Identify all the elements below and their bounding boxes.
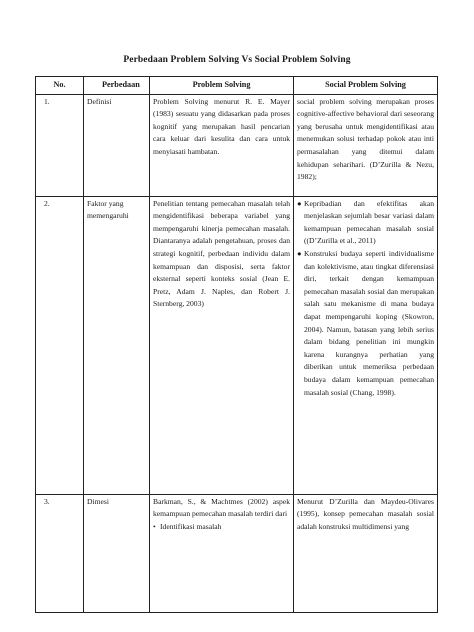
bullet-text: Konstruksi budaya seperti individualisme dan kolektivisme, atau tingkat diferensiasi diri, terkait dengan kemampuan pemecahan masalah sosial dan merupakan salah satu mekanisme di mana budaya dapat mempengaruhi koping (Skowron, 2004). Namun, batasan yang lebih serius dalam bidang penelitian ini mungkin karena kurangnya perhatian yang diberikan untuk memeriksa perbedaan budaya dalam kemampuan pemecahan masalah sosial (Chang, 1998). [304, 248, 434, 397]
bullet-icon: ● [297, 198, 302, 208]
header-social-problem-solving: Social Problem Solving [294, 77, 438, 95]
row-aspect: Definisi [84, 94, 150, 196]
table-row [36, 94, 438, 196]
social-problem-solving-cell: Menurut D’Zurilla dan Maydeu-Olivares (1995), konsep pemecahan masalah sosial adalah konstruksi multidimensi yang [294, 494, 438, 612]
header-problem-solving: Problem Solving [150, 77, 294, 95]
problem-solving-cell [150, 494, 294, 612]
row-number: 1. [36, 94, 84, 196]
table-row [36, 196, 438, 494]
bullet-icon: ● [297, 248, 302, 258]
bullet-icon: • [153, 521, 156, 531]
header-no: No. [36, 77, 84, 95]
row-aspect: Dimesi [84, 494, 150, 612]
table-row [36, 494, 438, 612]
problem-solving-cell: Problem Solving menurut R. E. Mayer (1983) sesuatu yang didasarkan pada proses kognitif yang merupakan hasil pencarian cara keluar dari kesulita dan cara untuk menyiasati hambatan. [150, 94, 294, 196]
problem-solving-cell: Penelitian tentang pemecahan masalah telah mengidentifikasi beberapa variabel yang mempengaruhi kinerja pemecahan masalah. Diantaranya adalah pengetahuan, proses dan strategi kognitif, perbedaan individu dalam kemampuan dan disposisi, serta faktor eksternal seperti konteks sosial (Jean E. Pretz, Adam J. Naples, dan Robert J. Sternberg, 2003) [150, 196, 294, 494]
document-title: Perbedaan Problem Solving Vs Social Problem Solving [123, 55, 351, 65]
social-problem-solving-cell [294, 196, 438, 494]
cell-text: Barkman, S., & Machtmes (2002) aspek kemampuan pemecahan masalah terdiri dari [153, 496, 290, 519]
list-item [153, 521, 290, 534]
comparison-table [35, 76, 438, 613]
bullet-text: Identifikasi masalah [160, 521, 222, 531]
list-item [297, 248, 434, 399]
row-number: 3. [36, 494, 84, 612]
row-aspect: Faktor yang memengaruhi [84, 196, 150, 494]
list-item [297, 198, 434, 248]
row-number: 2. [36, 196, 84, 494]
bullet-text: Kepribadian dan efektifitas akan menjelaskan sejumlah besar variasi dalam kemampuan pemecahan masalah sosial ((D’Zurilla et al., 2011) [304, 198, 434, 246]
header-perbedaan: Perbedaan [84, 77, 150, 95]
social-problem-solving-cell: social problem solving merupakan proses cognitive-affective behavioral dari seseorang yang berusaha untuk mengidentifikasi atau menemukan solusi terhadap pokok atau inti permasalahan yang ditemui dalam kehidupan seharihari. (D’Zurilla & Nezu, 1982); [294, 94, 438, 196]
table-header-row [36, 77, 438, 95]
